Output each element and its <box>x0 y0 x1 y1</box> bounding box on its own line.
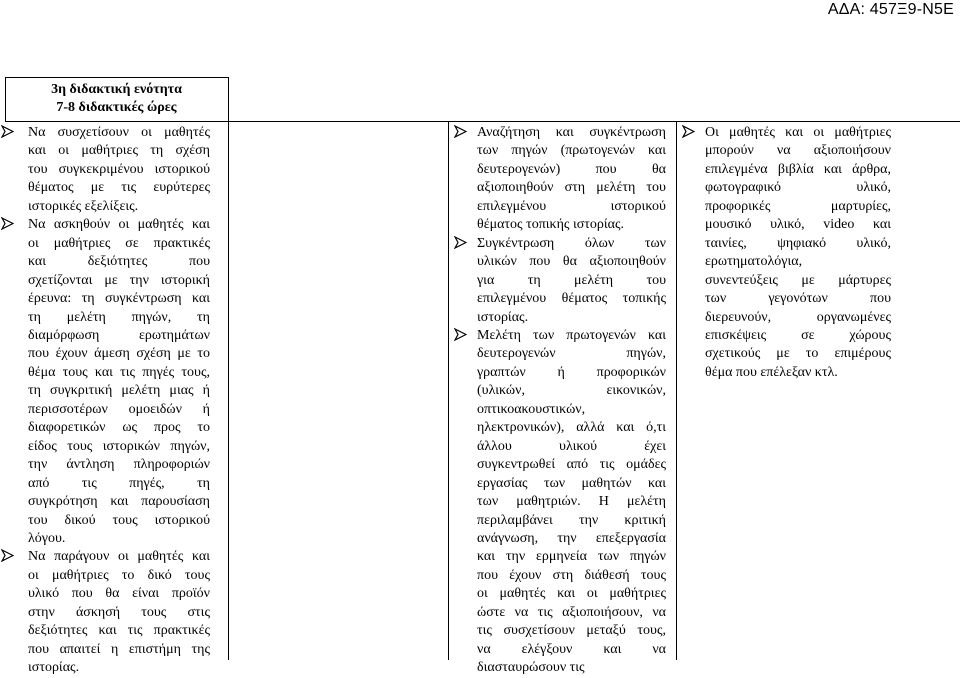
column-divider-2 <box>448 121 449 660</box>
bullet-item <box>28 548 210 677</box>
text-line: Να συσχετίσουν οι μαθητές <box>28 125 210 140</box>
bullet-item <box>705 124 891 382</box>
text-line: επιλεγμένα βιβλία και άρθρα, <box>705 161 891 177</box>
arrow-bullet-icon <box>454 236 467 249</box>
text-line: ηλεκτρονικών), αλλά και ό,τι <box>477 420 666 436</box>
bullet-item <box>28 124 210 216</box>
text-line: αξιοποιηθούν στη μελέτη του <box>477 180 666 196</box>
table-top-border <box>5 77 228 78</box>
arrow-bullet-icon <box>454 328 467 341</box>
text-line: γραπτών ή προφορικών <box>477 364 666 380</box>
text-line: έρευνα: τη συγκέντρωση και <box>28 291 210 307</box>
arrow-bullet-icon <box>1 125 14 138</box>
text-line: Οι μαθητές και οι μαθήτριες <box>705 125 891 140</box>
text-line: του συγκεκριμένου ιστορικού <box>28 161 210 177</box>
text-line: και δεξιότητες που <box>28 254 210 270</box>
arrow-bullet-icon <box>1 217 14 230</box>
text-line: διαμόρφωση ερωτημάτων <box>28 327 210 343</box>
header-bottom-border <box>5 121 960 122</box>
text-line: φωτογραφικό υλικό, <box>705 180 891 196</box>
text-line: Μελέτη των πρωτογενών και <box>477 327 666 343</box>
text-line: λόγου. <box>28 530 66 546</box>
text-line: των μαθητριών. Η μελέτη <box>477 494 666 510</box>
text-line: Να παράγουν οι μαθητές και <box>28 549 210 565</box>
arrow-bullet-icon <box>454 125 467 138</box>
text-line: θέματος τοπικής ιστορίας. <box>477 217 625 233</box>
activities-column <box>477 124 666 678</box>
text-line: συγκρότηση και παρουσίαση <box>28 494 210 510</box>
text-line: από τις πηγές, τη <box>28 475 210 491</box>
text-line: θέμα τους και τις πηγές τους, <box>28 364 210 380</box>
text-line: διαφορετικών ως προς το <box>28 420 210 436</box>
text-line: ώστε να τις αξιοποιήσουν, να <box>477 604 666 620</box>
column-divider-3 <box>676 121 677 660</box>
text-line: άλλου υλικού έχει <box>477 438 666 454</box>
text-line: εργασίας των μαθητών και <box>477 475 666 491</box>
text-line: σχετίζονται με την ιστορική <box>28 272 210 288</box>
text-line: δεξιότητες και τις πρακτικές <box>28 623 210 639</box>
text-line: ερωτηματολόγια, <box>705 254 803 270</box>
text-line: επιλεγμένου ιστορικού <box>477 198 666 214</box>
text-line: την άντληση πληροφοριών <box>28 457 210 473</box>
text-line: οι μαθήτριες το δικό τους <box>28 567 210 583</box>
text-line: τις συσχετίσουν μεταξύ τους, <box>477 623 666 639</box>
materials-column <box>705 124 891 382</box>
text-line: συγκεντρωθεί από τις ομάδες <box>477 457 666 473</box>
text-line: σχετικούς με το επιμέρους <box>705 346 891 362</box>
bullet-item <box>28 216 210 548</box>
text-line: μουσικό υλικό, video και <box>705 217 891 233</box>
text-line: στην άσκησή τους στις <box>28 604 210 620</box>
column-divider-1 <box>228 77 229 660</box>
text-line: οι μαθητές και οι μαθήτριες <box>477 586 666 602</box>
text-line: που έχουν άμεση σχέση με το <box>28 346 210 362</box>
text-line: να ελέγξουν και να <box>477 641 666 657</box>
text-line: για τη μελέτη του <box>477 272 666 288</box>
text-line: ιστορικές εξελίξεις. <box>28 198 139 214</box>
unit-title: 3η διδακτική ενότητα <box>51 82 182 97</box>
text-line: επισκέψεις σε χώρους <box>705 327 891 343</box>
text-line: δευτερογενών) που θα <box>477 161 666 177</box>
text-line: υλικό που θα είναι προϊόν <box>28 586 210 602</box>
text-line: περιλαμβάνει την κριτική <box>477 512 666 528</box>
arrow-bullet-icon <box>1 549 14 562</box>
unit-hours: 7-8 διδακτικές ώρες <box>56 100 177 115</box>
text-line: υλικών που θα αξιοποιηθούν <box>477 254 666 270</box>
text-line: που απαιτεί η επιστήμη της <box>28 641 210 657</box>
objectives-column <box>28 124 210 678</box>
text-line: προφορικές μαρτυρίες, <box>705 198 891 214</box>
text-line: ιστορίας. <box>28 660 80 676</box>
text-line: και οι μαθήτριες τη σχέση <box>28 143 210 159</box>
bullet-item <box>477 124 666 235</box>
text-line: ιστορίας. <box>477 309 529 325</box>
text-line: θέμα που επέλεξαν κτλ. <box>705 364 838 380</box>
text-line: των πηγών (πρωτογενών και <box>477 143 666 159</box>
text-line: τη μελέτη πηγών, τη <box>28 309 210 325</box>
text-line: διερευνούν, οργανωμένες <box>705 309 891 325</box>
text-line: συνεντεύξεις με μάρτυρες <box>705 272 891 288</box>
text-line: περισσοτέρων ομοειδών ή <box>28 401 210 417</box>
text-line: Αναζήτηση και συγκέντρωση <box>477 125 666 140</box>
text-line: (υλικών, εικονικών, <box>477 383 666 399</box>
bullet-item <box>477 235 666 327</box>
text-line: διασταυρώσουν τις <box>477 660 585 676</box>
text-line: μπορούν να αξιοποιήσουν <box>705 143 891 159</box>
text-line: που έχουν στη διάθεσή τους <box>477 567 666 583</box>
text-line: ταινίες, ψηφιακό υλικό, <box>705 235 891 251</box>
text-line: και την ερμηνεία των πηγών <box>477 549 666 565</box>
text-line: είδος τους ιστορικών πηγών, <box>28 438 210 454</box>
text-line: θέματος με τις ευρύτερες <box>28 180 210 196</box>
text-line: οι μαθήτριες σε πρακτικές <box>28 235 210 251</box>
text-line: ανάγνωση, την επεξεργασία <box>477 530 666 546</box>
text-line: Να ασκηθούν οι μαθητές και <box>28 217 210 233</box>
text-line: του δικού τους ιστορικού <box>28 512 210 528</box>
text-line: Συγκέντρωση όλων των <box>477 235 666 251</box>
ada-code: ΑΔΑ: 457Ξ9-Ν5Ε <box>827 1 954 18</box>
text-line: τη συγκριτική μελέτη μιας ή <box>28 383 210 399</box>
text-line: δευτερογενών πηγών, <box>477 346 666 362</box>
text-line: των γεγονότων που <box>705 291 891 307</box>
arrow-bullet-icon <box>682 125 695 138</box>
bullet-item <box>477 327 666 678</box>
text-line: επιλεγμένου θέματος τοπικής <box>477 291 666 307</box>
text-line: οπτικοακουστικών, <box>477 401 586 417</box>
